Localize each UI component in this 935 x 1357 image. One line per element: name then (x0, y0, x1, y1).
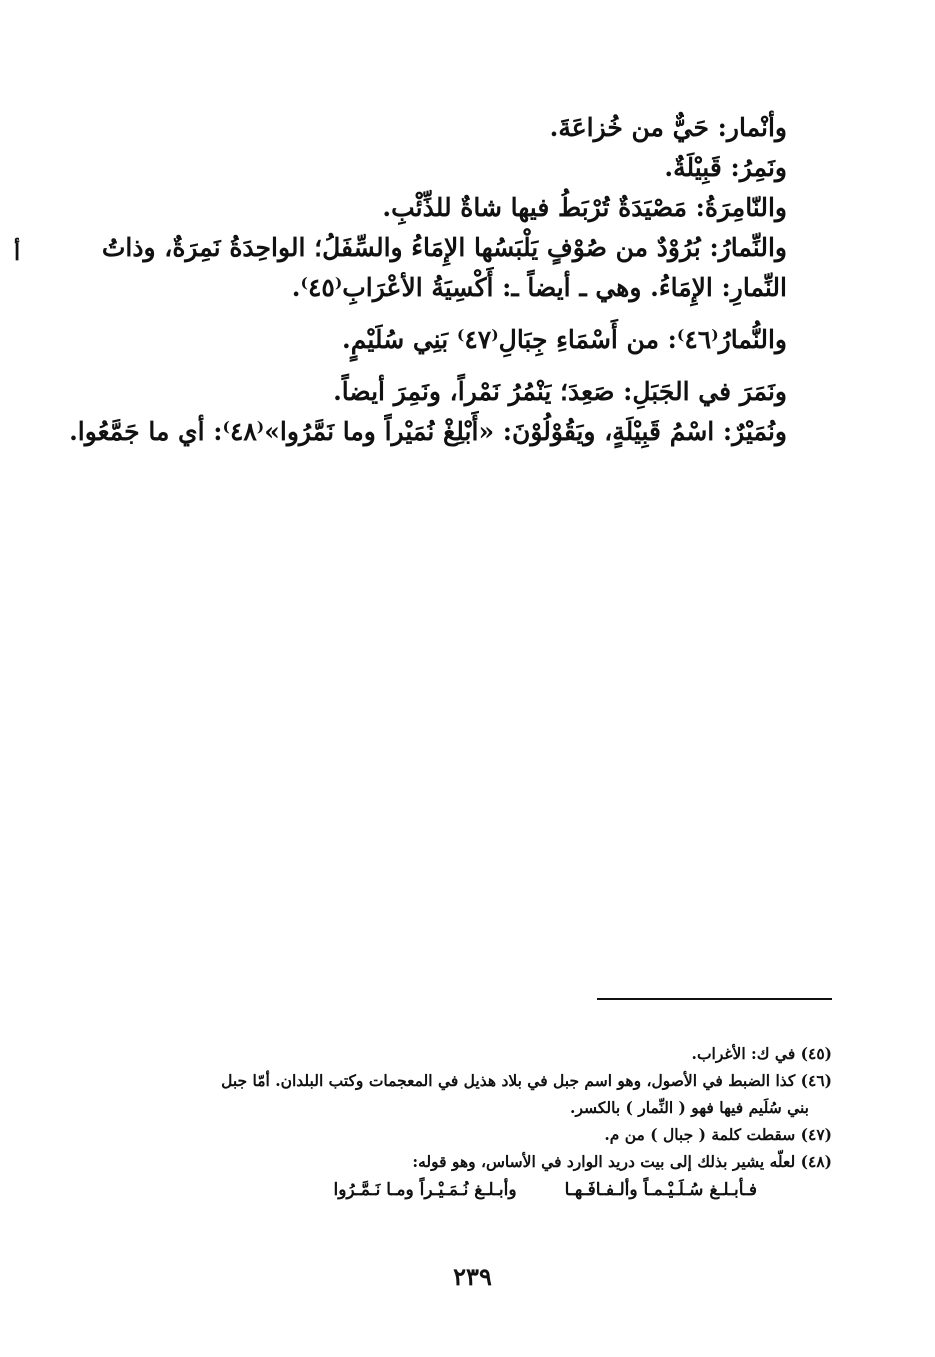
text-line: النِّمارِ: الإِمَاءُ. وهي ـ أيضاً ـ: أَكْسِيَةُ الأعْرَابِ⁽٤٥⁾. (291, 273, 787, 302)
text-line: ونَمَرَ في الجَبَلِ: صَعِدَ؛ يَنْمُرُ نَمْراً، ونَمِرَ أيضاً. (333, 377, 787, 406)
footnote: (٤٥) في ك: الأغراب. (691, 1044, 832, 1063)
margin-marker: أ (14, 240, 21, 266)
page-number: ٢٣٩ (453, 1262, 492, 1291)
text-line: والنِّمارُ: بُرُوْدٌ من صُوْفٍ يَلْبَسُها الإِمَاءُ والسِّفَلُ؛ الواحِدَةُ نَمِرَةٌ، وذاتُ (101, 233, 787, 262)
footnote-continuation: بني سُلَيم فيها فهو ( النِّمار ) بالكسر. (570, 1098, 809, 1117)
text-line: وأنْمار: حَيٌّ من خُزاعَةَ. (549, 113, 787, 142)
footnote: (٤٨) لعلّه يشير بذلك إلى بيت دريد الوارد في الأساس، وهو قوله: (412, 1152, 832, 1171)
footnote: (٤٦) كذا الضبط في الأصول، وهو اسم جبل في بلاد هذيل في المعجمات وكتب البلدان. أمّا جبل (221, 1071, 832, 1090)
text-line: والنّامِرَةُ: مَصْيَدَةٌ تُرْبَطُ فيها شاةٌ للذِّئْبِ. (382, 193, 787, 222)
footnote-separator (597, 998, 832, 1000)
main-text (69, 108, 787, 452)
footnotes (107, 1040, 832, 1205)
poetry-verse (107, 1175, 832, 1205)
text-line: ونُمَيْرٌ: اسْمُ قَبِيْلَةٍ، ويَقُوْلُوْنَ: «أَبْلِغْ نُمَيْراً وما نَمَّرُوا»⁽٤٨⁾: أي ما جَمَّعُوا. (69, 417, 787, 446)
text-line: ونَمِرُ: قَبِيْلَةٌ. (664, 153, 787, 182)
text-line: والنُّمارُ⁽٤٦⁾: من أَسْمَاءِ جِبَالِ⁽٤٧⁾ بَنِي سُلَيْمٍ. (342, 325, 787, 354)
footnote: (٤٧) سقطت كلمة ( جبال ) من م. (604, 1125, 832, 1144)
verse-second-hemistich: وأبـلـغ نُـمَـيْـراً ومـا نَـمَّـرُوا (333, 1180, 517, 1200)
verse-first-hemistich: فـأبـلـغ سُـلَـيْـمـاً وألـفـافَـهـا (564, 1180, 757, 1200)
